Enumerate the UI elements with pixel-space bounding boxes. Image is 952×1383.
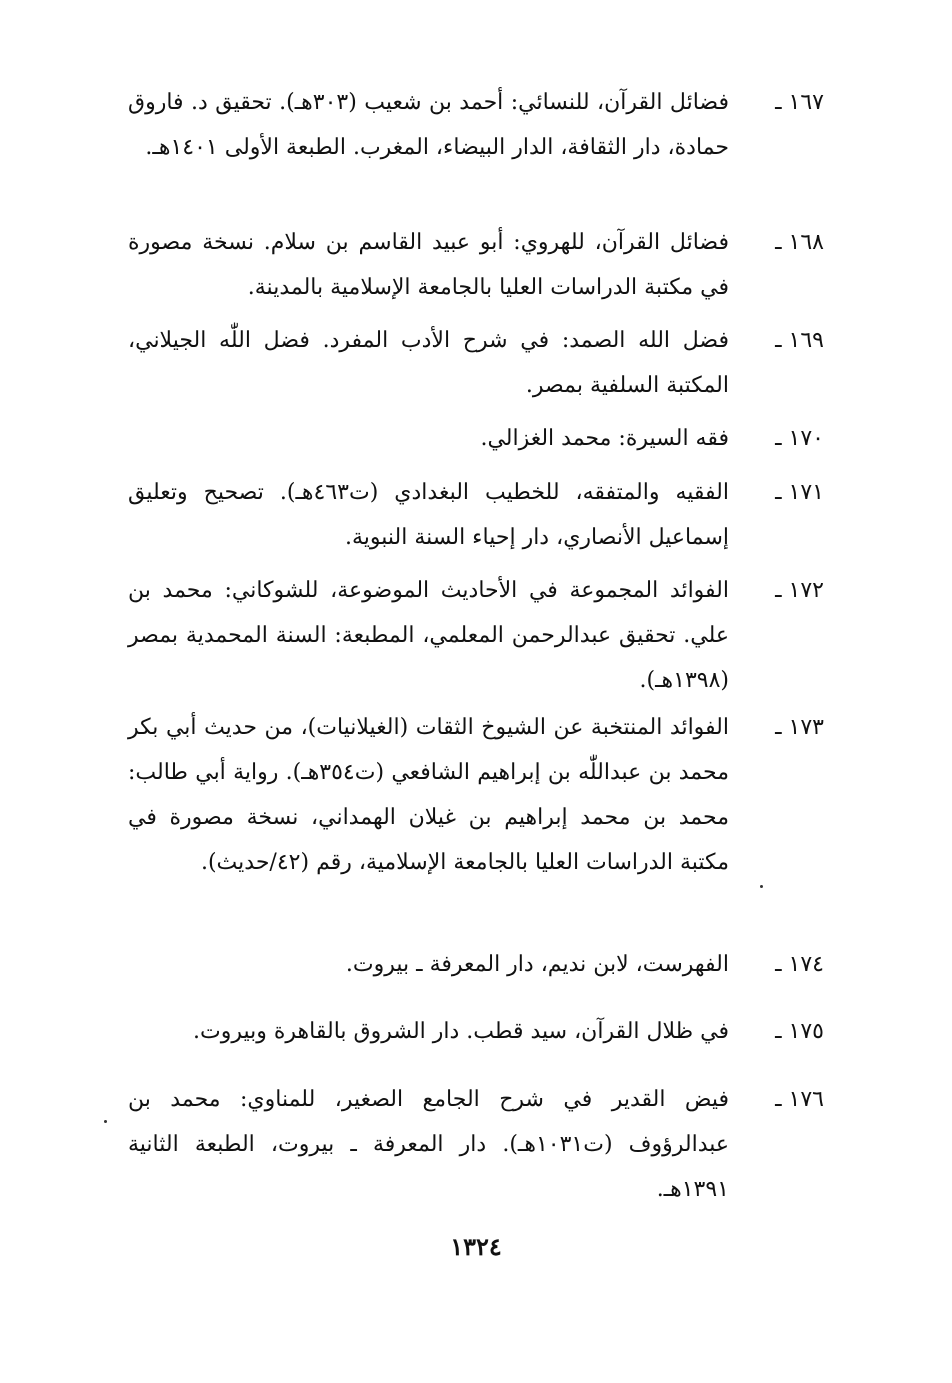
- entry-number: ١٧٥ ـ: [775, 1019, 824, 1044]
- entry-number: ١٧١ ـ: [775, 480, 824, 505]
- entry-number: ١٧٤ ـ: [775, 952, 824, 977]
- entry-text: الفوائد المجموعة في الأحاديث الموضوعة، للشوكاني: محمد بن علي. تحقيق عبدالرحمن المعلمي، المطبعة: السنة المحمدية بمصر (١٣٩٨هـ).: [128, 578, 729, 693]
- entry-text: الفهرست، لابن نديم، دار المعرفة ـ بيروت.: [345, 952, 729, 977]
- entry-number: ١٦٨ ـ: [775, 230, 824, 255]
- entry-text: في ظلال القرآن، سيد قطب. دار الشروق بالقاهرة وبيروت.: [193, 1019, 729, 1044]
- entry-text: فضل الله الصمد: في شرح الأدب المفرد. فضل اللّٰه الجيلاني، المكتبة السلفية بمصر.: [128, 328, 729, 398]
- entry-number: ١٧٦ ـ: [775, 1087, 824, 1112]
- entry-text: الفوائد المنتخبة عن الشيوخ الثقات (الغيلانيات)، من حديث أبي بكر محمد بن عبداللّٰه بن إبراهيم الشافعي (ت٣٥٤هـ). رواية أبي طالب: محمد بن محمد إبراهيم بن غيلان الهمداني، نسخة مصورة في مكتبة الدراسات العليا بالجامعة الإسلامية، رقم (٤٢/حديث).: [128, 715, 729, 875]
- entry-text: فيض القدير في شرح الجامع الصغير، للمناوي: محمد بن عبدالرؤوف (ت١٠٣١هـ). دار المعرفة ـ بيروت، الطبعة الثانية ١٣٩١هـ.: [128, 1087, 730, 1202]
- entry-text: فضائل القرآن، للهروي: أبو عبيد القاسم بن سلام. نسخة مصورة في مكتبة الدراسات العليا بالجامعة الإسلامية بالمدينة.: [128, 230, 729, 300]
- scan-speck: [760, 885, 763, 888]
- entry-number: ١٧٣ ـ: [775, 715, 824, 740]
- entry-number: ١٧٢ ـ: [775, 578, 824, 603]
- entry-text: فقه السيرة: محمد الغزالي.: [480, 426, 729, 451]
- entry-text: فضائل القرآن، للنسائي: أحمد بن شعيب (٣٠٣هـ). تحقيق د. فاروق حمادة، دار الثقافة، الدار البيضاء، المغرب. الطبعة الأولى ١٤٠١هـ.: [128, 90, 729, 160]
- entry-number: ١٦٩ ـ: [775, 328, 824, 353]
- entry-text: الفقيه والمتفقه، للخطيب البغدادي (ت٤٦٣هـ). تصحيح وتعليق إسماعيل الأنصاري، دار إحياء السنة النبوية.: [128, 480, 730, 550]
- entry-number: ١٦٧ ـ: [775, 90, 824, 115]
- page-number: ١٣٢٤: [450, 1232, 502, 1261]
- entry-number: ١٧٠ ـ: [775, 426, 824, 451]
- scan-speck: [104, 1120, 107, 1123]
